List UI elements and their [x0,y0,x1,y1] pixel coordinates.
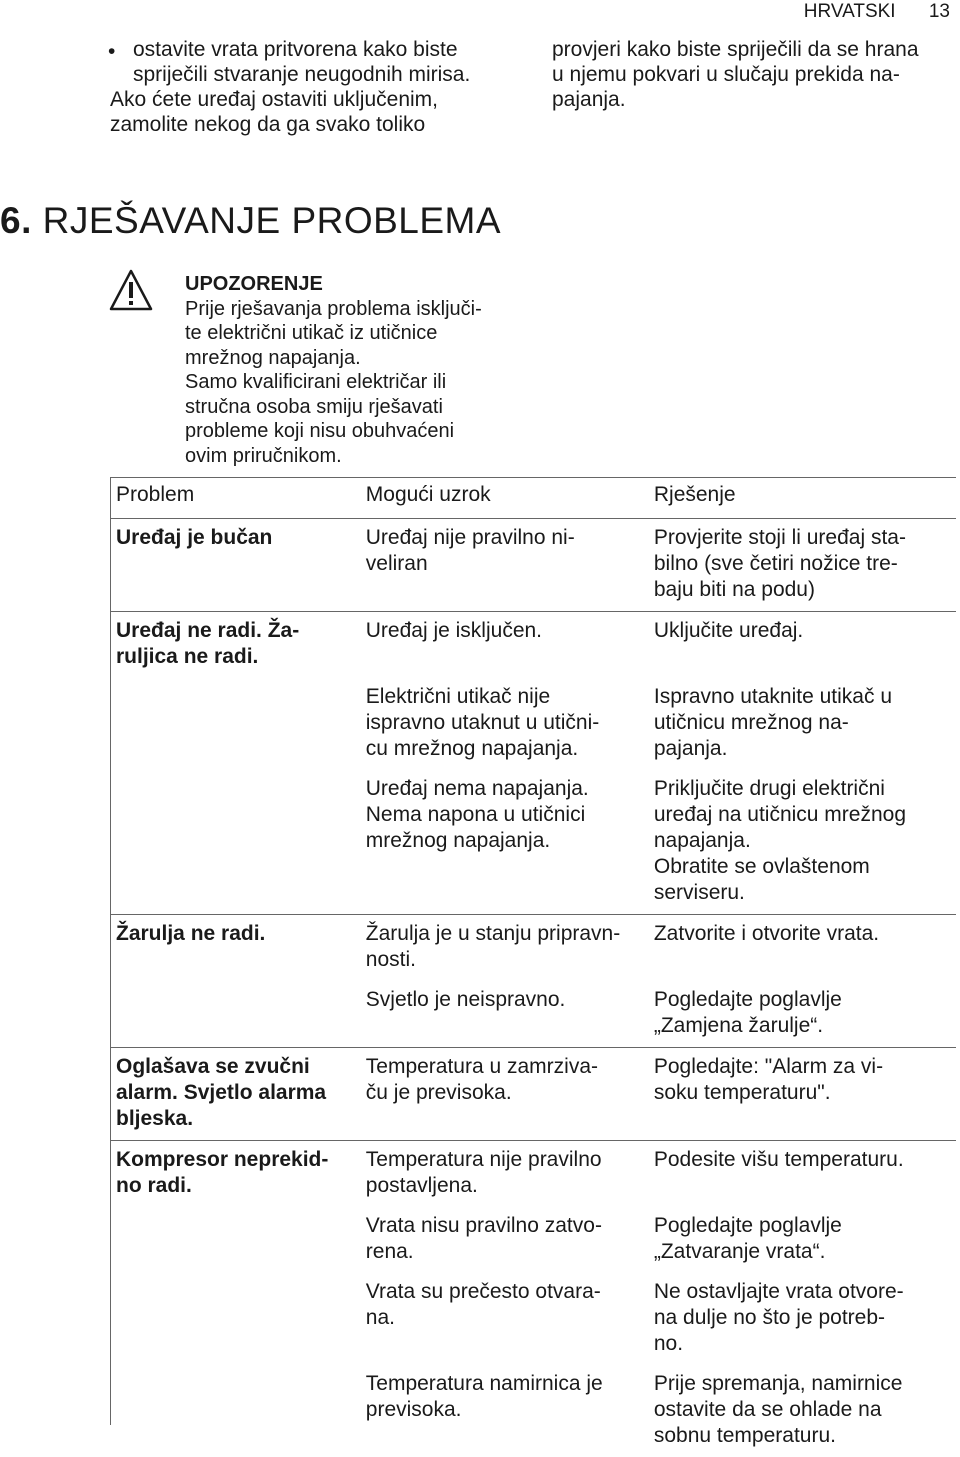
solution-cell [648,1141,956,1208]
cell-line: Prije spremanja, namirnice [653,1372,903,1395]
cause-cell [360,612,648,679]
cell-line: Ispravno utaknite utikač u [653,685,892,708]
table-row [110,981,956,1048]
section-title-text: RJEŠAVANJE PROBLEMA [42,200,502,241]
problem-cell [110,1365,360,1457]
cause-cell [360,1207,648,1273]
cell-line: Pogledajte: "Alarm za vi- [653,1055,884,1078]
cell-line: „Zamjena žarulje“. [653,1014,824,1037]
cell-line: Uređaj je isključen. [365,619,543,642]
cause-cell [360,1273,648,1365]
cell-line: Uređaj nije pravilno ni- [365,526,575,549]
solution-cell [648,1048,956,1141]
solution-cell [648,678,956,770]
cell-line: Oglašava se zvučni [116,1055,310,1078]
cell-line: Uređaj ne radi. Ža- [116,619,300,642]
problem-cell [110,981,360,1048]
cause-cell [360,519,648,612]
problem-cell [110,770,360,915]
cell-line: Žarulja ne radi. [116,922,266,945]
warning-line: te električni utikač iz utičnice [185,322,438,344]
problem-cell [110,519,360,612]
cell-line: Obratite se ovlaštenom [653,855,870,878]
cell-line: no. [653,1332,684,1355]
table-row [110,678,956,770]
problem-cell [110,1048,360,1141]
solution-cell [648,1273,956,1365]
header-solution: Rješenje [648,478,956,519]
solution-cell [648,519,956,612]
page-header [804,1,950,23]
warning-line: Samo kvalificirani električar ili [185,371,447,393]
warning-line: probleme koji nisu obuhvaćeni [185,420,455,442]
cell-line: pajanja. [653,737,728,760]
warning-triangle-icon [108,268,154,312]
cell-line: sobnu temperaturu. [653,1424,836,1447]
cell-line: Uključite uređaj. [653,619,804,642]
problem-cell [110,915,360,982]
cell-line: Svjetlo je neispravno. [365,988,566,1011]
cell-line: Kompresor neprekid- [116,1148,329,1171]
intro-left-line: Ako ćete uređaj ostaviti uključenim, [110,88,438,111]
cause-cell [360,678,648,770]
cell-line: rena. [365,1240,414,1263]
solution-cell [648,770,956,915]
cause-cell [360,1365,648,1457]
cell-line: serviseru. [653,881,745,904]
cell-line: Uređaj je bučan [116,526,273,549]
table-header-row [110,478,956,519]
cell-line: Podesite višu temperaturu. [653,1148,904,1171]
cell-line: Ne ostavljajte vrata otvore- [653,1280,904,1303]
cell-line: Nema napona u utičnici [365,803,586,826]
cell-line: cu mrežnog napajanja. [365,737,579,760]
cell-line: Temperatura namirnica je [365,1372,603,1395]
cell-line: Uređaj nema napajanja. [365,777,589,800]
cell-line: Pogledajte poglavlje [653,1214,842,1237]
cell-line: na. [365,1306,395,1329]
header-problem: Problem [110,478,360,519]
warning-heading: UPOZORENJE [185,273,323,295]
solution-cell [648,612,956,679]
cell-line: alarm. Svjetlo alarma [116,1081,327,1104]
cell-line: mrežnog napajanja. [365,829,551,852]
cell-line: Pogledajte poglavlje [653,988,842,1011]
warning-line: ovim priručnikom. [185,444,342,467]
cause-cell [360,981,648,1048]
intro-left-line: ostavite vrata pritvorena kako biste [133,38,458,61]
cell-line: soku temperaturu". [653,1081,831,1104]
problem-cell [110,678,360,770]
cause-cell [360,915,648,982]
cell-line: na dulje no što je potreb- [653,1306,886,1329]
intro-left-line: spriječili stvaranje neugodnih mirisa. [133,63,471,86]
bullet-marker: • [108,40,116,63]
cause-cell [360,1141,648,1208]
cell-line: bljeska. [116,1107,194,1130]
table-row [110,1048,956,1141]
cell-line: Temperatura nije pravilno [365,1148,602,1171]
cell-line: Provjerite stoji li uređaj sta- [653,526,906,549]
table-row [110,915,956,982]
warning-line: stručna osoba smiju rješavati [185,395,443,418]
problem-cell [110,1273,360,1365]
section-number: 6. [0,200,32,241]
cell-line: nosti. [365,948,416,971]
section-title [0,200,501,242]
cell-line: Žarulja je u stanju pripravn- [365,922,621,945]
table-row [110,519,956,612]
cell-line: Priključite drugi električni [653,777,885,800]
solution-cell [648,915,956,982]
table-row [110,770,956,915]
problem-cell [110,1141,360,1208]
cell-line: ispravno utaknut u utični- [365,711,600,734]
cell-line: ču je previsoka. [365,1081,512,1104]
cell-line: Vrata su prečesto otvara- [365,1280,601,1303]
cell-line: veliran [365,552,428,575]
problem-cell [110,1207,360,1273]
cell-line: „Zatvaranje vrata“. [653,1240,826,1263]
cell-line: Električni utikač nije [365,685,551,708]
header-cause: Mogući uzrok [360,478,648,519]
cell-line: ostavite da se ohlade na [653,1398,882,1421]
solution-cell [648,1207,956,1273]
warning-block [185,272,482,468]
cell-line: bilno (sve četiri nožice tre- [653,552,898,575]
solution-cell [648,981,956,1048]
table-row [110,1273,956,1365]
table-row [110,1207,956,1273]
cell-line: Vrata nisu pravilno zatvo- [365,1214,602,1237]
intro-right-line: u njemu pokvari u slučaju prekida na- [552,63,900,86]
warning-line: Prije rješavanja problema isključi- [185,297,482,320]
cell-line: previsoka. [365,1398,462,1421]
warning-line: mrežnog napajanja. [185,346,361,369]
cell-line: Zatvorite i otvorite vrata. [653,922,880,945]
intro-right-line: pajanja. [552,88,626,111]
cell-line: uređaj na utičnicu mrežnog [653,803,907,826]
solution-cell [648,1365,956,1457]
table-row [110,1141,956,1208]
cause-cell [360,770,648,915]
cell-line: utičnicu mrežnog na- [653,711,849,734]
table-row [110,612,956,679]
cell-line: napajanja. [653,829,751,852]
page-number: 13 [928,1,950,22]
table-row [110,1365,956,1457]
cell-line: no radi. [116,1174,192,1197]
header-language: HRVATSKI [803,1,896,22]
cell-line: postavljena. [365,1174,478,1197]
cell-line: ruljica ne radi. [116,645,259,668]
cell-line: Temperatura u zamrziva- [365,1055,599,1078]
troubleshooting-table [110,477,956,1457]
problem-cell [110,612,360,679]
intro-left-line: zamolite nekog da ga svako toliko [110,113,426,136]
intro-right-line: provjeri kako biste spriječili da se hrana [552,38,919,61]
cause-cell [360,1048,648,1141]
cell-line: baju biti na podu) [653,578,815,601]
